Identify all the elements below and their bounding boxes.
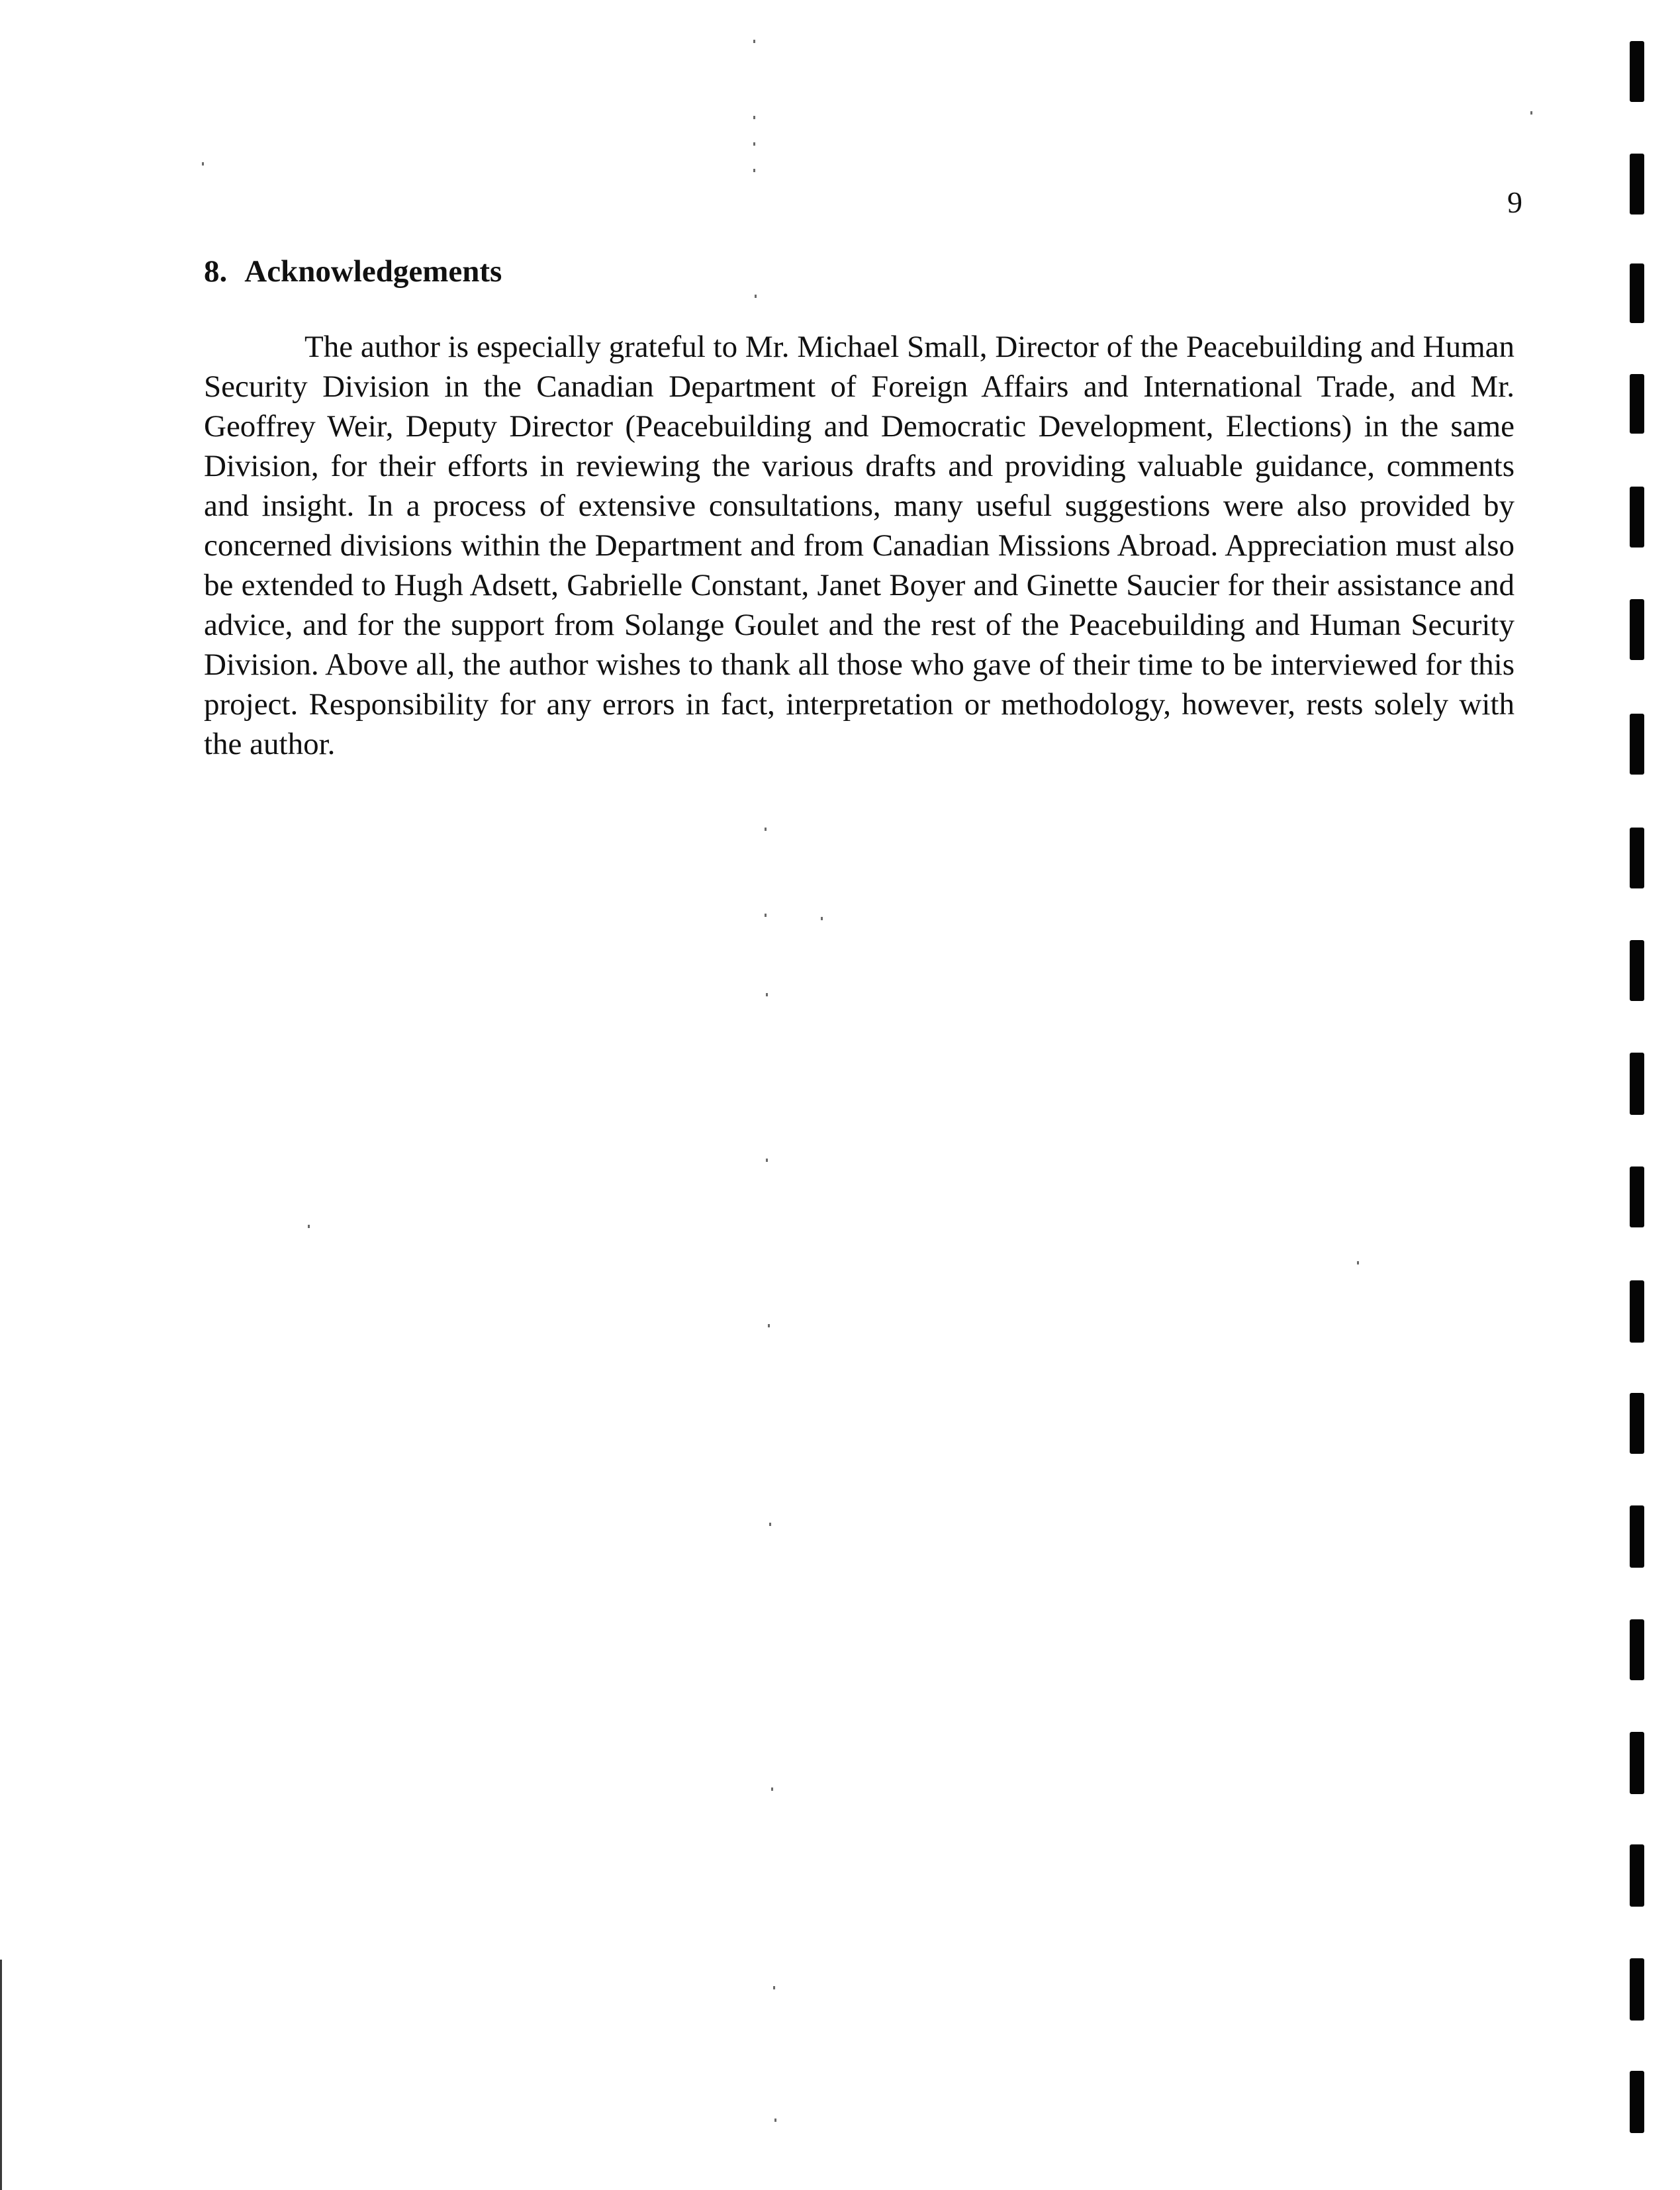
binding-mark bbox=[1630, 1393, 1644, 1454]
scan-speck bbox=[766, 993, 768, 996]
section-title: Acknowledgements bbox=[244, 254, 502, 289]
scan-speck bbox=[308, 1225, 310, 1228]
section-heading bbox=[204, 252, 502, 291]
binding-mark bbox=[1630, 1280, 1644, 1343]
scan-speck bbox=[774, 2119, 776, 2122]
binding-mark bbox=[1630, 263, 1644, 323]
binding-mark bbox=[1630, 374, 1644, 434]
binding-mark bbox=[1630, 154, 1644, 214]
binding-mark bbox=[1630, 828, 1644, 888]
scan-speck bbox=[765, 914, 767, 917]
binding-mark bbox=[1630, 2071, 1644, 2133]
binding-mark bbox=[1630, 487, 1644, 548]
scan-speck bbox=[753, 169, 755, 172]
scan-speck bbox=[821, 917, 823, 920]
binding-mark bbox=[1630, 1844, 1644, 1907]
scan-speck bbox=[766, 1159, 768, 1162]
scan-speck bbox=[773, 1986, 775, 1989]
scan-edge-shadow bbox=[0, 1960, 2, 2190]
scan-speck bbox=[753, 142, 755, 146]
binding-mark bbox=[1630, 714, 1644, 775]
scan-speck bbox=[753, 116, 755, 119]
page-number: 9 bbox=[1507, 185, 1522, 219]
binding-mark bbox=[1630, 940, 1644, 1001]
scan-speck bbox=[768, 1324, 770, 1327]
binding-mark bbox=[1630, 599, 1644, 660]
scan-speck bbox=[753, 40, 755, 43]
scan-speck bbox=[765, 828, 767, 831]
binding-mark bbox=[1630, 1732, 1644, 1794]
binding-mark bbox=[1630, 1053, 1644, 1115]
scan-speck bbox=[1357, 1261, 1359, 1264]
scan-speck bbox=[755, 295, 757, 298]
binding-mark bbox=[1630, 1619, 1644, 1680]
scan-speck bbox=[771, 1787, 773, 1791]
binding-mark bbox=[1630, 1958, 1644, 2021]
section-number: 8. bbox=[204, 254, 228, 289]
binding-mark bbox=[1630, 1166, 1644, 1227]
binding-mark bbox=[1630, 41, 1644, 102]
scan-speck bbox=[1530, 111, 1532, 115]
scan-speck bbox=[769, 1523, 771, 1526]
scan-speck bbox=[202, 162, 204, 166]
binding-mark bbox=[1630, 1505, 1644, 1568]
acknowledgements-paragraph: The author is especially grateful to Mr. Michael Small, Director of the Peacebuilding and Human Security Division in the Canadian Department of Foreign Affairs and International Trade, and Mr. Geoffrey Weir, Deputy Director (Peacebuilding and Democratic Development, Elections) in the same Division, for their efforts in reviewing the various drafts and providing valuable guidance, comments and insight. In a process of extensive consultations, many useful suggestions were also provided by concerned divisions within the Department and from Canadian Missions Abroad. Appreciation must also be extended to Hugh Adsett, Gabrielle Constant, Janet Boyer and Ginette Saucier for their assistance and advice, and for the support from Solange Goulet and the rest of the Peacebuilding and Human Security Division. Above all, the author wishes to thank all those who gave of their time to be interviewed for this project. Responsibility for any errors in fact, interpretation or methodology, however, rests solely with the author. bbox=[204, 330, 1515, 761]
